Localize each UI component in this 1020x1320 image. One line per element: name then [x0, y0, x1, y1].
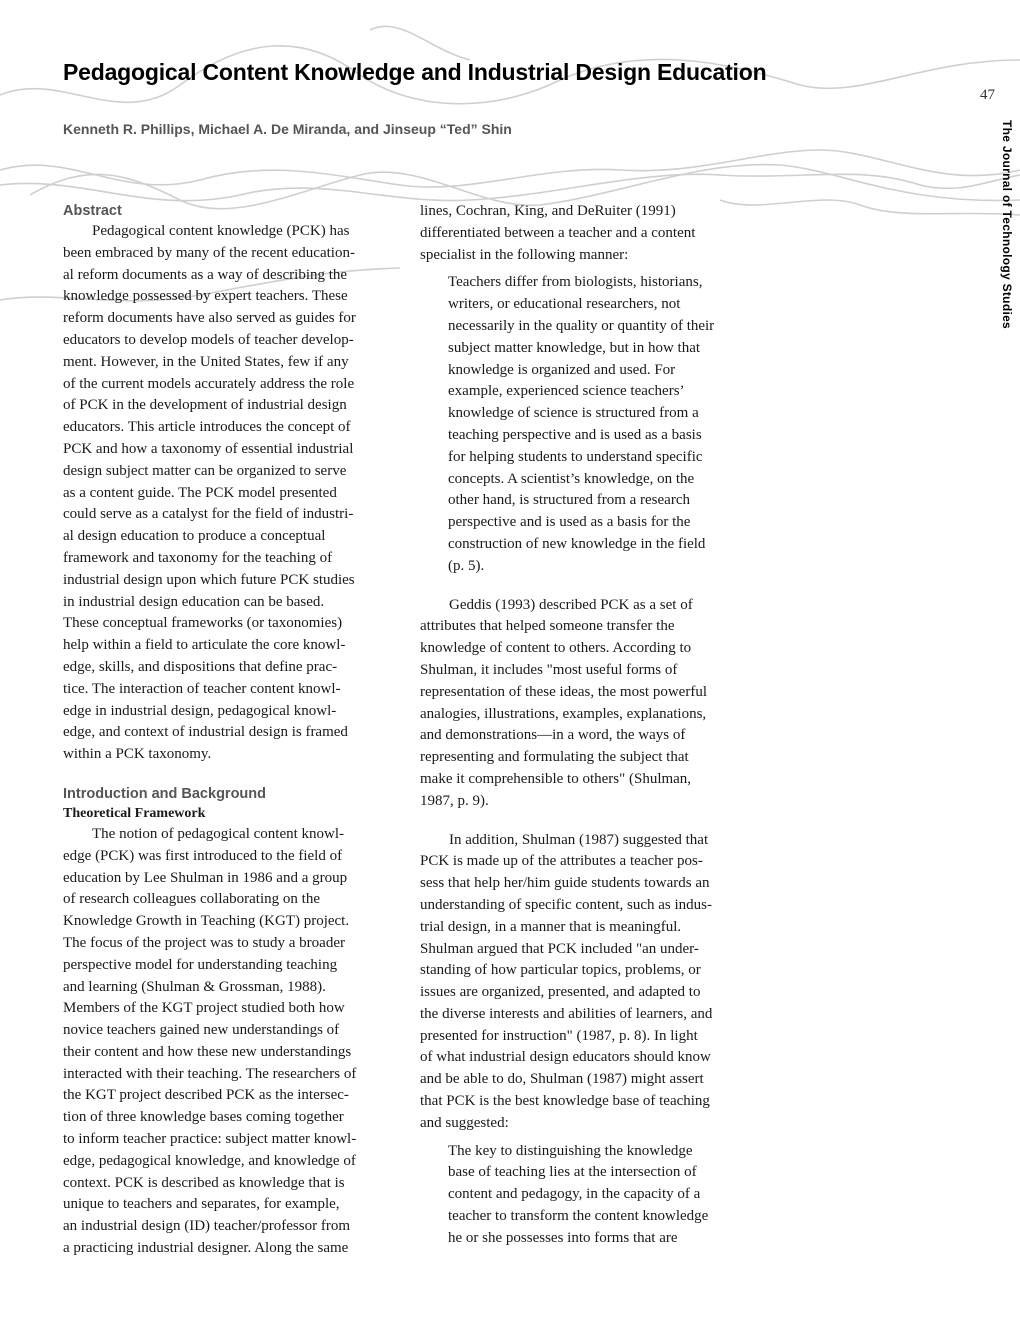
- text-line: The key to distinguishing the knowledge: [448, 1142, 693, 1159]
- text-line: Geddis (1993) described PCK as a set of: [449, 596, 693, 613]
- text-line: teaching perspective and is used as a basis: [448, 426, 702, 443]
- block-quote-cochran: [420, 272, 755, 577]
- shulman-paragraph: [420, 830, 755, 1135]
- text-line: knowledge of science is structured from a: [448, 405, 699, 422]
- text-line: Members of the KGT project studied both how: [63, 1000, 345, 1017]
- text-line: and be able to do, Shulman (1987) might assert: [420, 1071, 704, 1088]
- text-line: novice teachers gained new understandings of: [63, 1022, 340, 1039]
- text-line: tion of three knowledge bases coming together: [63, 1109, 344, 1126]
- text-line: knowledge possessed by expert teachers. These: [63, 288, 348, 305]
- text-line: edge, and context of industrial design is framed: [63, 724, 348, 741]
- geddis-paragraph: [420, 595, 755, 813]
- text-line: These conceptual frameworks (or taxonomies): [63, 615, 343, 632]
- text-line: he or she possesses into forms that are: [448, 1229, 678, 1246]
- text-line: edge, skills, and dispositions that define prac-: [63, 658, 338, 675]
- text-line: as a content guide. The PCK model presented: [63, 484, 337, 501]
- text-line: make it comprehensible to others" (Shulman,: [420, 770, 692, 787]
- text-line: framework and taxonomy for the teaching of: [63, 549, 333, 566]
- text-line: to inform teacher practice: subject matter knowl-: [63, 1131, 357, 1148]
- text-line: necessarily in the quality or quantity of their: [448, 317, 715, 334]
- text-line: ment. However, in the United States, few if any: [63, 353, 349, 370]
- text-line: writers, or educational researchers, not: [448, 296, 681, 313]
- text-line: Shulman, it includes "most useful forms of: [420, 661, 678, 678]
- text-line: knowledge of content to others. According to: [420, 640, 692, 657]
- text-line: for helping students to understand specific: [448, 448, 703, 465]
- text-line: subject matter knowledge, but in how that: [448, 339, 701, 356]
- text-line: understanding of specific content, such as indus-: [420, 896, 713, 913]
- text-line: unique to teachers and separates, for example,: [63, 1196, 340, 1213]
- text-line: Pedagogical content knowledge (PCK) has: [92, 223, 350, 239]
- text-line: presented for instruction" (1987, p. 8). In light: [420, 1027, 698, 1044]
- theoretical-framework-subheading: Theoretical Framework: [63, 805, 206, 821]
- text-line: sess that help her/him guide students towards an: [420, 875, 710, 892]
- text-line: of the current models accurately address the role: [63, 375, 355, 392]
- text-line: al reform documents as a way of describing the: [63, 266, 348, 283]
- text-line: 1987, p. 9).: [420, 792, 489, 809]
- text-line: of what industrial design educators should know: [420, 1049, 711, 1066]
- text-line: differentiated between a teacher and a content: [420, 224, 696, 241]
- text-line: lines, Cochran, King, and DeRuiter (1991): [420, 203, 676, 219]
- text-line: trial design, in a manner that is meaningful.: [420, 918, 682, 935]
- introduction-heading: Introduction and Background: [63, 785, 266, 802]
- text-line: reform documents have also served as guides for: [63, 310, 356, 327]
- text-line: Knowledge Growth in Teaching (KGT) project.: [63, 913, 350, 930]
- text-line: representing and formulating the subject that: [420, 749, 689, 766]
- journal-name-running-head: The Journal of Technology Studies: [1000, 120, 1014, 330]
- text-line: edge in industrial design, pedagogical knowl-: [63, 702, 337, 719]
- text-line: and demonstrations—in a word, the ways of: [420, 727, 686, 744]
- text-line: design subject matter can be organized to serve: [63, 462, 347, 479]
- text-line: education by Lee Shulman in 1986 and a group: [63, 869, 348, 886]
- left-column: [63, 201, 393, 1260]
- text-line: in industrial design education can be based.: [63, 593, 325, 610]
- text-line: tice. The interaction of teacher content knowl-: [63, 680, 341, 697]
- text-line: of PCK in the development of industrial design: [63, 397, 347, 414]
- text-line: the diverse interests and abilities of learners, and: [420, 1005, 713, 1022]
- text-line: a practicing industrial designer. Along the same: [63, 1240, 349, 1257]
- text-line: concepts. A scientist’s knowledge, on the: [448, 470, 695, 487]
- text-line: edge (PCK) was first introduced to the field of: [63, 847, 343, 864]
- text-line: PCK and how a taxonomy of essential industrial: [63, 440, 354, 457]
- text-line: within a PCK taxonomy.: [63, 746, 212, 763]
- text-line: Teachers differ from biologists, historians,: [448, 274, 703, 291]
- text-line: their content and how these new understandings: [63, 1043, 352, 1060]
- text-line: content and pedagogy, in the capacity of a: [448, 1186, 701, 1203]
- text-line: issues are organized, presented, and adapted to: [420, 984, 701, 1001]
- text-line: attributes that helped someone transfer the: [420, 618, 675, 635]
- text-line: educators to develop models of teacher develop-: [63, 331, 354, 348]
- text-line: that PCK is the best knowledge base of teaching: [420, 1093, 710, 1110]
- text-line: context. PCK is described as knowledge that is: [63, 1174, 345, 1191]
- text-line: edge, pedagogical knowledge, and knowledge of: [63, 1152, 356, 1169]
- page-number: 47: [980, 87, 995, 103]
- text-line: representation of these ideas, the most powerful: [420, 683, 707, 700]
- text-line: analogies, illustrations, examples, explanations,: [420, 705, 707, 722]
- text-line: standing of how particular topics, problems, or: [420, 962, 701, 979]
- article-title: Pedagogical Content Knowledge and Industrial Design Education: [63, 59, 767, 85]
- text-line: been embraced by many of the recent education-: [63, 244, 355, 261]
- article-authors: Kenneth R. Phillips, Michael A. De Miranda, and Jinseup “Ted” Shin: [63, 121, 512, 137]
- text-line: industrial design upon which future PCK studies: [63, 571, 355, 588]
- abstract-heading: Abstract: [63, 203, 122, 219]
- text-line: The notion of pedagogical content knowl-: [92, 825, 345, 842]
- text-line: knowledge is organized and used. For: [448, 361, 676, 378]
- text-line: and learning (Shulman & Grossman, 1988).: [63, 978, 326, 995]
- abstract-paragraph: [63, 221, 393, 766]
- text-line: of research colleagues collaborating on the: [63, 891, 320, 908]
- text-line: and suggested:: [420, 1114, 509, 1131]
- block-quote-shulman: [420, 1141, 755, 1250]
- text-line: could serve as a catalyst for the field of industri-: [63, 506, 354, 523]
- text-line: PCK is made up of the attributes a teacher pos-: [420, 853, 703, 870]
- text-line: teacher to transform the content knowledge: [448, 1208, 709, 1225]
- text-line: other hand, is structured from a research: [448, 492, 690, 509]
- text-line: construction of new knowledge in the field: [448, 535, 706, 552]
- continuation-paragraph: [420, 201, 755, 266]
- text-line: perspective and is used as a basis for the: [448, 514, 691, 531]
- text-line: the KGT project described PCK as the intersec-: [63, 1087, 349, 1104]
- text-line: specialist in the following manner:: [420, 246, 629, 263]
- text-line: an industrial design (ID) teacher/professor from: [63, 1218, 350, 1235]
- text-line: perspective model for understanding teaching: [63, 956, 338, 973]
- text-line: In addition, Shulman (1987) suggested that: [449, 831, 709, 848]
- text-line: Shulman argued that PCK included "an under-: [420, 940, 699, 957]
- text-line: base of teaching lies at the intersection of: [448, 1164, 697, 1181]
- text-line: al design education to produce a conceptual: [63, 528, 326, 545]
- text-line: help within a field to articulate the core knowl-: [63, 637, 346, 654]
- right-column: [420, 201, 755, 1250]
- text-line: interacted with their teaching. The researchers of: [63, 1065, 357, 1082]
- text-line: (p. 5).: [448, 557, 485, 574]
- introduction-paragraph: [63, 824, 393, 1260]
- text-line: example, experienced science teachers’: [448, 383, 685, 400]
- text-line: The focus of the project was to study a broader: [63, 934, 345, 951]
- text-line: educators. This article introduces the concept of: [63, 419, 351, 436]
